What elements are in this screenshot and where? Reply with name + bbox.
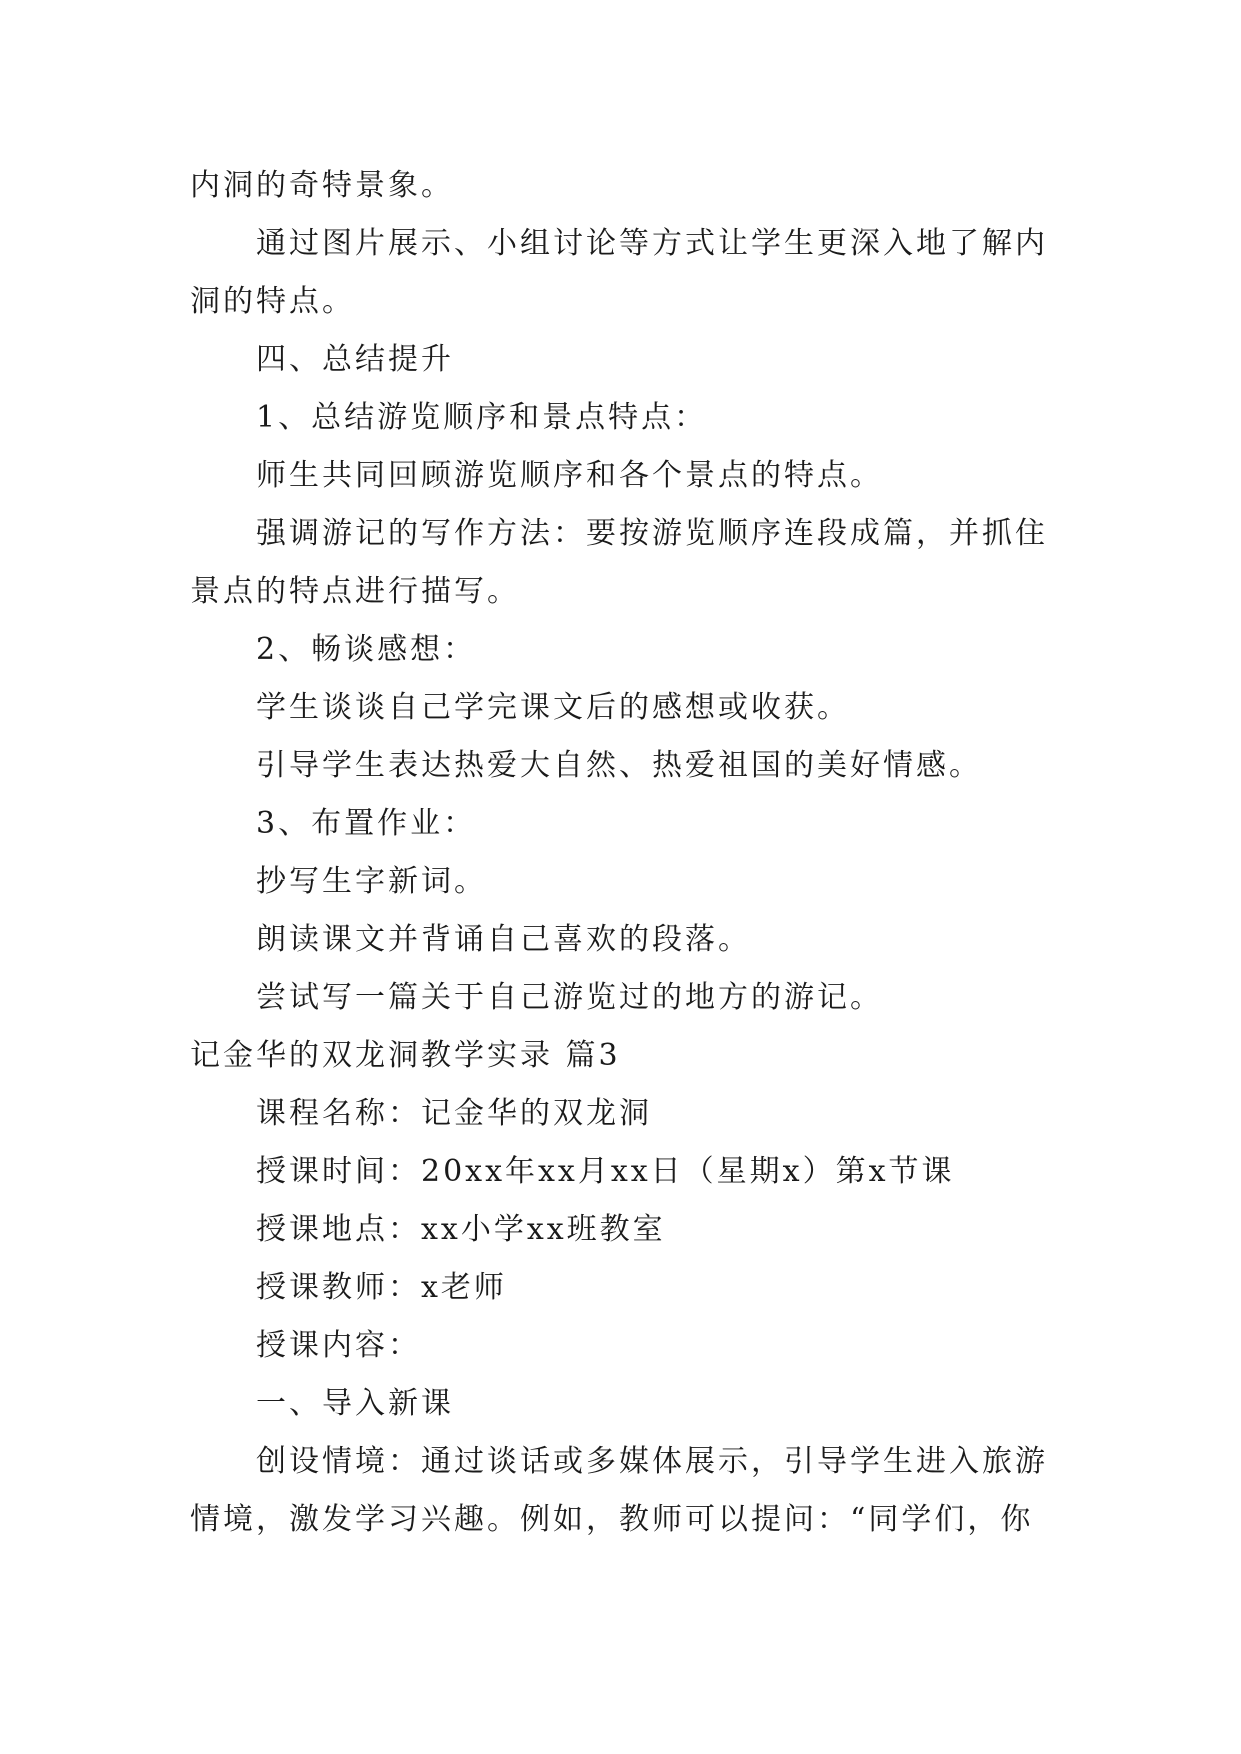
section-heading: 四、总结提升 [256,342,454,377]
text-line: 授课时间：20xx年xx月xx日（星期x）第x节课 [256,1154,955,1189]
article-title: 记金华的双龙洞教学实录 篇3 [190,1038,621,1073]
text-line: 强调游记的写作方法：要按游览顺序连段成篇，并抓住 [256,516,1048,551]
text-line: 授课教师：x老师 [256,1270,507,1305]
text-line: 引导学生表达热爱大自然、热爱祖国的美好情感。 [256,748,982,783]
text-line: 课程名称：记金华的双龙洞 [256,1096,652,1131]
section-heading: 一、导入新课 [256,1386,454,1421]
text-line: 通过图片展示、小组讨论等方式让学生更深入地了解内 [256,226,1048,261]
text-line: 学生谈谈自己学完课文后的感想或收获。 [256,690,850,725]
subheading: 3、布置作业： [256,806,477,841]
text-line: 授课地点：xx小学xx班教室 [256,1212,666,1247]
text-line: 洞的特点。 [190,284,355,319]
text-line: 创设情境：通过谈话或多媒体展示，引导学生进入旅游 [256,1444,1048,1479]
text-line: 授课内容： [256,1328,421,1363]
text-line: 景点的特点进行描写。 [190,574,520,609]
subheading: 1、总结游览顺序和景点特点： [256,400,708,435]
text-line: 内洞的奇特景象。 [190,168,454,203]
text-line: 抄写生字新词。 [256,864,487,899]
text-line: 朗读课文并背诵自己喜欢的段落。 [256,922,751,957]
text-line: 尝试写一篇关于自己游览过的地方的游记。 [256,980,883,1015]
subheading: 2、畅谈感想： [256,632,477,667]
text-line: 情境，激发学习兴趣。例如，教师可以提问：“同学们，你 [190,1502,1034,1537]
text-line: 师生共同回顾游览顺序和各个景点的特点。 [256,458,883,493]
